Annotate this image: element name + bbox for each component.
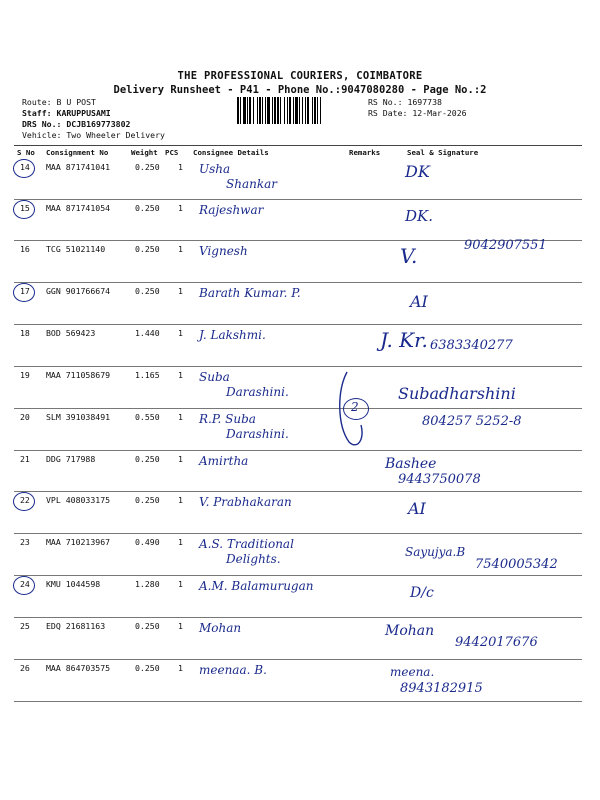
row-divider	[14, 366, 582, 367]
barcode-bar	[237, 97, 239, 124]
row-sno: 22	[20, 495, 30, 505]
row-divider	[14, 199, 582, 200]
barcode-bar	[314, 97, 316, 124]
barcode-bar	[289, 97, 291, 124]
row-divider	[14, 659, 582, 660]
barcode-bar	[265, 97, 266, 124]
rs-no-value: 1697738	[407, 97, 442, 107]
row-weight: 0.490	[135, 537, 160, 547]
row-weight: 0.550	[135, 412, 160, 422]
row-divider	[14, 282, 582, 283]
runsheet-subtitle: Delivery Runsheet - P41 - Phone No.:9047080280 - Page No.:2	[113, 84, 487, 96]
route-value: B U POST	[56, 97, 96, 107]
row-sno: 18	[20, 328, 30, 338]
row-divider	[14, 324, 582, 325]
barcode-bar	[284, 97, 285, 124]
row-phone-handwriting: 804257 5252-8	[422, 414, 522, 429]
row-divider	[14, 491, 582, 492]
row-weight: 0.250	[135, 621, 160, 631]
company-title: THE PROFESSIONAL COURIERS, COIMBATORE	[177, 70, 423, 82]
row-divider	[14, 617, 582, 618]
row-consignment-no: MAA 864703575	[46, 663, 111, 673]
barcode-bar	[295, 97, 298, 124]
barcode-bar	[307, 97, 309, 124]
row-signature: Subadharshini	[398, 384, 516, 403]
row-consignee-handwriting: meenaa. B.	[199, 663, 267, 677]
row-consignee-handwriting: Suba	[199, 370, 230, 384]
row-weight: 0.250	[135, 454, 160, 464]
barcode-bar	[302, 97, 303, 124]
barcode-bar	[249, 97, 251, 124]
row-consignee-handwriting: Barath Kumar. P.	[199, 286, 301, 300]
barcode-bar	[305, 97, 306, 124]
row-pcs: 1	[178, 663, 183, 673]
barcode-bar	[243, 97, 246, 124]
row-sno: 26	[20, 663, 30, 673]
row-pcs: 1	[178, 579, 183, 589]
col-header-pcs: PCS	[165, 148, 179, 157]
row-consignment-no: KMU 1044598	[46, 579, 101, 589]
row-signature: Bashee	[385, 456, 437, 472]
row-pcs: 1	[178, 162, 183, 172]
barcode-bar	[287, 97, 288, 124]
row-weight: 0.250	[135, 663, 160, 673]
barcode-bar	[262, 97, 263, 124]
row-consignee-handwriting: Shankar	[226, 177, 277, 191]
row-phone-handwriting: 9042907551	[464, 238, 547, 253]
route-label: Route:	[22, 97, 52, 107]
rs-date-label: RS Date:	[368, 108, 408, 118]
row-sno: 23	[20, 537, 30, 547]
row-pcs: 1	[178, 328, 183, 338]
row-consignment-no: MAA 871741041	[46, 162, 111, 172]
barcode	[237, 97, 365, 124]
row-signature: J. Kr.	[380, 328, 428, 352]
row-sno: 20	[20, 412, 30, 422]
row-consignee-handwriting: Darashini.	[226, 385, 289, 399]
row-sno: 21	[20, 454, 30, 464]
row-signature: meena.	[390, 665, 435, 679]
col-header-sno: S No	[17, 148, 35, 157]
row-consignee-handwriting: Usha	[199, 162, 231, 176]
row-sno: 14	[20, 162, 30, 172]
meta-left	[22, 97, 165, 141]
col-header-remarks: Remarks	[349, 148, 381, 157]
row-consignment-no: GGN 901766674	[46, 286, 111, 296]
col-header-signature: Seal & Signature	[407, 148, 479, 157]
row-consignment-no: EDQ 21681163	[46, 621, 106, 631]
row-consignee-handwriting: Rajeshwar	[199, 203, 264, 217]
row-sno: 24	[20, 579, 30, 589]
row-sno: 15	[20, 203, 30, 213]
barcode-bar	[267, 97, 270, 124]
row-consignee-handwriting: A.S. Traditional	[199, 537, 294, 551]
row-pcs: 1	[178, 454, 183, 464]
header-top-rule	[14, 145, 582, 146]
row-pcs: 1	[178, 495, 183, 505]
row-consignment-no: MAA 711058679	[46, 370, 111, 380]
rs-no-label: RS No.:	[368, 97, 403, 107]
row-signature: D/c	[410, 585, 434, 601]
row-weight: 1.440	[135, 328, 160, 338]
row-consignee-handwriting: Delights.	[226, 552, 281, 566]
row-sno: 25	[20, 621, 30, 631]
row-signature: Mohan	[385, 623, 435, 639]
row-signature: Sayujya.B	[405, 545, 466, 559]
barcode-bar	[240, 97, 241, 124]
row-pcs: 1	[178, 286, 183, 296]
row-weight: 0.250	[135, 203, 160, 213]
vehicle-value: Two Wheeler Delivery	[66, 130, 165, 140]
row-consignee-handwriting: Amirtha	[199, 454, 249, 468]
row-consignment-no: SLM 391038491	[46, 412, 111, 422]
row-pcs: 1	[178, 203, 183, 213]
row-weight: 0.250	[135, 162, 160, 172]
barcode-bar	[312, 97, 313, 124]
row-weight: 0.250	[135, 495, 160, 505]
staff-label: Staff:	[22, 108, 52, 118]
row-pcs: 1	[178, 370, 183, 380]
barcode-bar	[299, 97, 300, 124]
barcode-bar	[320, 97, 321, 124]
row-pcs: 1	[178, 537, 183, 547]
row-signature: DK	[405, 162, 430, 181]
row-consignee-handwriting: R.P. Suba	[199, 412, 256, 426]
drs-label: DRS No.:	[22, 119, 62, 129]
circled-number-mark: 2	[343, 398, 369, 420]
row-signature: DK.	[405, 207, 434, 225]
col-header-consignment: Consignment No	[46, 148, 109, 157]
row-sno: 17	[20, 286, 30, 296]
row-divider	[14, 701, 582, 702]
barcode-bar	[247, 97, 248, 124]
row-phone-handwriting: 8943182915	[400, 681, 483, 696]
row-consignee-handwriting: Mohan	[199, 621, 242, 635]
drs-value: DCJB169773802	[66, 119, 131, 129]
row-consignment-no: MAA 871741054	[46, 203, 111, 213]
barcode-bar	[293, 97, 294, 124]
row-consignment-no: BOD 569423	[46, 328, 96, 338]
barcode-bar	[272, 97, 273, 124]
row-divider	[14, 533, 582, 534]
row-pcs: 1	[178, 244, 183, 254]
barcode-bar	[280, 97, 281, 124]
row-signature: AI	[410, 292, 428, 311]
col-header-weight: Weight	[131, 148, 158, 157]
row-weight: 1.165	[135, 370, 160, 380]
barcode-bar	[253, 97, 254, 124]
col-header-consignee: Consignee Details	[193, 148, 269, 157]
row-phone-handwriting: 7540005342	[475, 557, 558, 572]
row-phone-handwriting: 9443750078	[398, 472, 481, 487]
staff-value: KARUPPUSAMI	[56, 108, 111, 118]
row-divider	[14, 450, 582, 451]
row-consignee-handwriting: A.M. Balamurugan	[199, 579, 314, 593]
rs-date-value: 12-Mar-2026	[412, 108, 467, 118]
barcode-bar	[257, 97, 258, 124]
row-consignee-handwriting: V. Prabhakaran	[199, 495, 292, 509]
barcode-bar	[259, 97, 261, 124]
row-pcs: 1	[178, 412, 183, 422]
row-divider	[14, 575, 582, 576]
row-phone-handwriting: 6383340277	[430, 338, 513, 353]
row-signature: V.	[400, 244, 418, 268]
meta-right	[368, 97, 467, 119]
row-weight: 1.280	[135, 579, 160, 589]
barcode-bar	[277, 97, 279, 124]
vehicle-label: Vehicle:	[22, 130, 62, 140]
row-weight: 0.250	[135, 286, 160, 296]
row-phone-handwriting: 9442017676	[455, 635, 538, 650]
row-pcs: 1	[178, 621, 183, 631]
row-signature: AI	[408, 499, 426, 518]
row-divider	[14, 408, 582, 409]
row-sno: 16	[20, 244, 30, 254]
row-sno: 19	[20, 370, 30, 380]
row-consignee-handwriting: J. Lakshmi.	[199, 328, 266, 342]
row-weight: 0.250	[135, 244, 160, 254]
row-consignment-no: DDG 717988	[46, 454, 96, 464]
row-consignment-no: VPL 408033175	[46, 495, 111, 505]
row-consignee-handwriting: Vignesh	[199, 244, 248, 258]
row-consignment-no: MAA 710213967	[46, 537, 111, 547]
row-consignee-handwriting: Darashini.	[226, 427, 289, 441]
barcode-bar	[274, 97, 276, 124]
row-consignment-no: TCG 51021140	[46, 244, 106, 254]
barcode-bar	[317, 97, 318, 124]
